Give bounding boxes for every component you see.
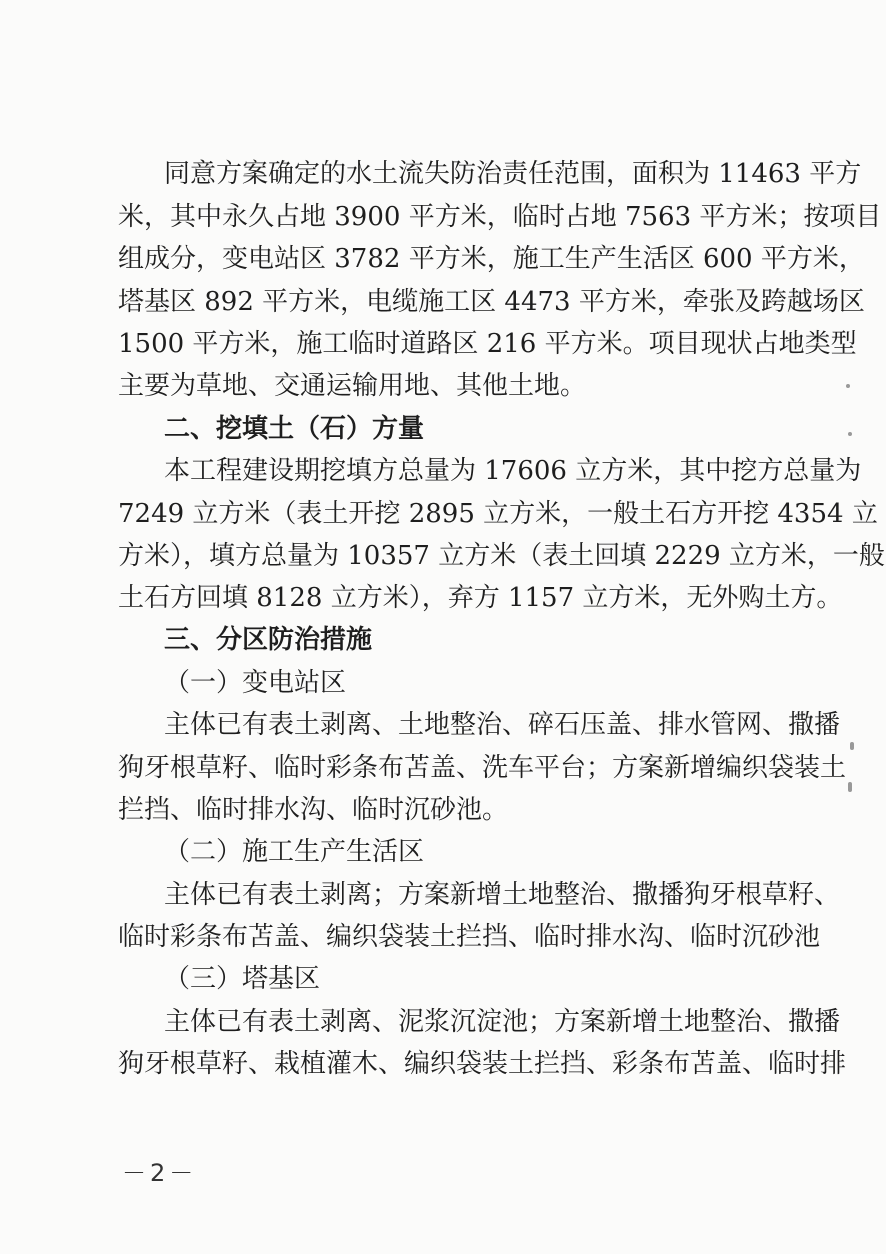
paragraph-line: 7249 立方米（表土开挖 2895 立方米，一般土石方开挖 4354 立 xyxy=(118,499,878,529)
paragraph-line: 本工程建设期挖填方总量为 17606 立方米，其中挖方总量为 xyxy=(164,456,862,486)
section-heading: 二、挖填土（石）方量 xyxy=(164,414,425,444)
paragraph-line: 狗牙根草籽、栽植灌木、编织袋装土拦挡、彩条布苫盖、临时排 xyxy=(118,1049,847,1079)
scan-speck xyxy=(848,432,852,436)
scan-speck xyxy=(850,742,854,750)
paragraph-line: 1500 平方米，施工临时道路区 216 平方米。项目现状占地类型 xyxy=(118,329,857,359)
section-heading: 三、分区防治措施 xyxy=(164,625,373,655)
paragraph-line: 主体已有表土剥离、泥浆沉淀池；方案新增土地整治、撒播 xyxy=(164,1007,841,1037)
paragraph-line: 塔基区 892 平方米，电缆施工区 4473 平方米，牵张及跨越场区 xyxy=(118,287,865,317)
scan-speck xyxy=(848,782,852,792)
paragraph-line: 同意方案确定的水土流失防治责任范围，面积为 11463 平方 xyxy=(164,159,862,189)
paragraph-line: 拦挡、临时排水沟、临时沉砂池。 xyxy=(118,795,509,825)
paragraph-line: 主要为草地、交通运输用地、其他土地。 xyxy=(118,371,587,401)
scan-speck xyxy=(846,384,850,388)
paragraph-line: 临时彩条布苫盖、编织袋装土拦挡、临时排水沟、临时沉砂池 xyxy=(118,922,821,952)
paragraph-line: 主体已有表土剥离、土地整治、碎石压盖、排水管网、撒播 xyxy=(164,710,841,740)
subsection-title: （一）变电站区 xyxy=(164,668,347,698)
paragraph-line: 组成分，变电站区 3782 平方米，施工生产生活区 600 平方米， xyxy=(118,244,865,274)
subsection-title: （二）施工生产生活区 xyxy=(164,837,425,867)
subsection-title: （三）塔基区 xyxy=(164,964,321,994)
paragraph-line: 米，其中永久占地 3900 平方米，临时占地 7563 平方米；按项目 xyxy=(118,202,882,232)
paragraph-line: 主体已有表土剥离；方案新增土地整治、撒播狗牙根草籽、 xyxy=(164,880,841,910)
paragraph-line: 狗牙根草籽、临时彩条布苫盖、洗车平台；方案新增编织袋装土 xyxy=(118,753,847,783)
paragraph-line: 方米），填方总量为 10357 立方米（表土回填 2229 立方米，一般 xyxy=(118,541,885,571)
page-number: －2－ xyxy=(122,1159,198,1187)
paragraph-line: 土石方回填 8128 立方米），弃方 1157 立方米，无外购土方。 xyxy=(118,583,843,613)
